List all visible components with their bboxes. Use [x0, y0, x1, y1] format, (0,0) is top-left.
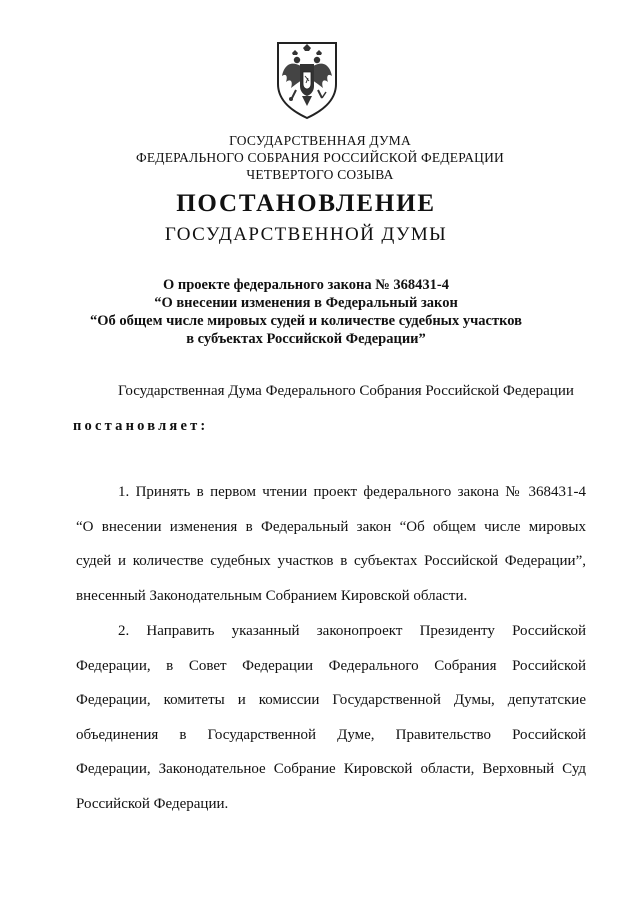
subject-line: в субъектах Российской Федерации” [186, 331, 426, 347]
subject-line: О проекте федерального закона № 368431-4 [162, 277, 450, 293]
preamble-text: Государственная Дума Федерального Собрания Российской Федерации [118, 383, 574, 399]
paragraph-line: судей и количестве судебных участков в субъектах Российской Федерации”, [76, 553, 586, 569]
header-line-convocation: ЧЕТВЕРТОГО СОЗЫВА [246, 167, 394, 182]
subject-line: “Об общем числе мировых судей и количестве судебных участков [90, 313, 522, 329]
subject-line: “О внесении изменения в Федеральный закон [154, 295, 458, 311]
resolves-word: постановляет: [73, 418, 209, 434]
resolution-paragraph-1 [76, 482, 586, 620]
paragraph-line: Федерации, в Совет Федерации Федерального Собрания Российской [76, 657, 586, 674]
resolution-paragraph-2 [76, 621, 586, 828]
paragraph-line: Федерации, Законодательное Собрание Кировской области, Верховный Суд [76, 761, 586, 777]
russian-coat-of-arms-icon [274, 40, 340, 120]
paragraph-line: внесенный Законодательным Собранием Кировской области. [76, 587, 468, 604]
header-line-duma: ГОСУДАРСТВЕННАЯ ДУМА [229, 133, 411, 148]
paragraph-line: Российской Федерации. [76, 795, 229, 812]
header-line-assembly: ФЕДЕРАЛЬНОГО СОБРАНИЯ РОССИЙСКОЙ ФЕДЕРАЦИИ [136, 150, 504, 165]
paragraph-line: Федерации, комитеты и комиссии Государственной Думы, депутатские [76, 692, 586, 708]
paragraph-line: объединения в Государственной Думе, Правительство Российской [76, 726, 586, 743]
paragraph-line: 2. Направить указанный законопроект Президенту Российской [118, 623, 586, 639]
document-issuer-subtitle: ГОСУДАРСТВЕННОЙ ДУМЫ [164, 224, 448, 245]
paragraph-line: “О внесении изменения в Федеральный закон “Об общем числе мировых [76, 518, 586, 535]
paragraph-line: 1. Принять в первом чтении проект федерального закона № 368431-4 [118, 484, 586, 500]
issuer-header [0, 132, 640, 183]
document-type-title: ПОСТАНОВЛЕНИЕ [176, 190, 436, 217]
document-subject [0, 276, 612, 348]
